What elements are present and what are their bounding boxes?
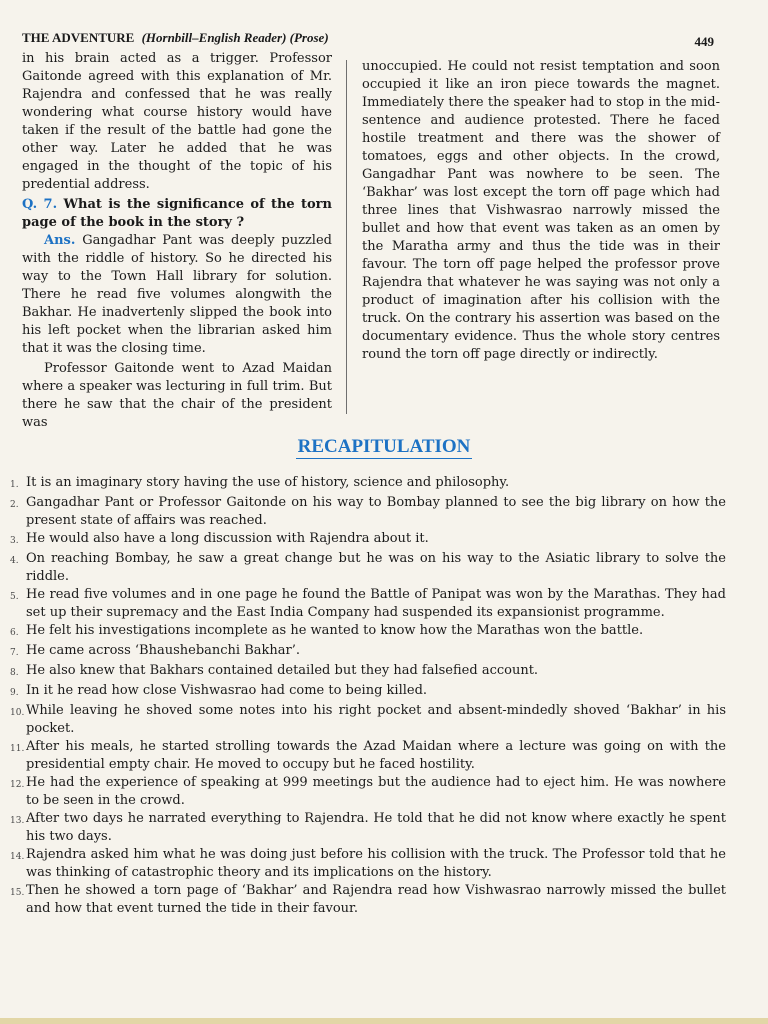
recap-item [10, 882, 726, 918]
recap-text: Gangadhar Pant or Professor Gaitonde on his way to Bombay planned to see the big library on how the present state of affairs was reached. [26, 495, 726, 528]
recap-number: 9. [10, 688, 19, 698]
answer-7 [22, 232, 332, 358]
book-subtitle: (Hornbill–English Reader) (Prose) [141, 30, 329, 45]
running-header [22, 30, 329, 46]
recap-text: He read five volumes and in one page he found the Battle of Panipat was won by the Marathas. They had set up their supremacy and the East India Company had suspended its expansionist programme. [26, 587, 726, 620]
recap-number: 11. [10, 744, 25, 754]
page-number: 449 [694, 34, 714, 49]
recap-item [10, 622, 726, 642]
recap-item [10, 702, 726, 738]
recap-number: 13. [10, 816, 25, 826]
recap-item [10, 530, 726, 550]
recap-text: He would also have a long discussion with Rajendra about it. [26, 531, 429, 546]
recap-number: 3. [10, 536, 19, 546]
recap-number: 15. [10, 888, 25, 898]
recap-number: 12. [10, 780, 25, 790]
recap-text: Then he showed a torn page of ‘Bakhar’ and Rajendra read how Vishwasrao narrowly missed the bullet and how that event turned the tide in their favour. [26, 883, 726, 916]
recap-number: 10. [10, 708, 25, 718]
recap-text: While leaving he shoved some notes into his right pocket and absent-mindedly shoved ‘Bakhar’ in his pocket. [26, 703, 726, 736]
recap-text: Rajendra asked him what he was doing just before his collision with the truck. The Professor told that he was thinking of catastrophic theory and its implications on the history. [26, 847, 726, 880]
recap-heading [0, 436, 768, 458]
recap-number: 2. [10, 500, 19, 510]
recap-text: He felt his investigations incomplete as he wanted to know how the Marathas won the battle. [26, 623, 644, 638]
recap-item [10, 774, 726, 810]
recap-text: He had the experience of speaking at 999 meetings but the audience had to eject him. He was nowhere to be seen in the crowd. [26, 775, 726, 808]
recap-list [10, 474, 726, 918]
recap-item [10, 810, 726, 846]
question-7 [22, 196, 332, 232]
book-title: THE ADVENTURE [22, 30, 135, 45]
recap-number: 1. [10, 480, 19, 490]
recap-item [10, 586, 726, 622]
page-bottom-edge [0, 1018, 768, 1024]
answer-text: Gangadhar Pant was deeply puzzled with the riddle of history. So he directed his way to the Town Hall library for solution. There he read five volumes alongwith the Bakhar. He inadvertenly slipped the book into his left pocket when the librarian asked him that it was the closing time. [22, 233, 332, 356]
recap-number: 6. [10, 628, 19, 638]
recap-item [10, 494, 726, 530]
left-paragraph-1: in his brain acted as a trigger. Professor Gaitonde agreed with this explanation of Mr. Rajendra and confessed that he was really wondering what course history would have taken if the result of the battle had gone the other way. Later he added that he was engaged in the thought of the topic of his predential address. [22, 51, 332, 192]
answer-label: Ans. [44, 233, 76, 248]
recap-text: In it he read how close Vishwasrao had come to being killed. [26, 683, 428, 698]
recap-title: RECAPITULATION [297, 436, 471, 457]
recap-item [10, 662, 726, 682]
recap-number: 4. [10, 556, 19, 566]
right-paragraph-1: unoccupied. He could not resist temptation and soon occupied it like an iron piece towards the magnet. Immediately there the speaker had to stop in the mid-sentence and audience protested. There he faced hostile treatment and there was the shower of tomatoes, eggs and other objects. In the crowd, Gangadhar Pant was nowhere to be seen. The ‘Bakhar’ was lost except the torn off page which had three lines that Vishwasrao narrowly missed the bullet and how that event was taken as an omen by the Maratha army and thus the tide was in their favour. The torn off page helped the professor prove Rajendra that whatever he was saying was not only a product of imagination after his collision with the truck. On the contrary his assertion was based on the documentary evidence. Thus the whole story centres round the torn off page directly or indirectly. [362, 59, 720, 362]
recap-item [10, 550, 726, 586]
recap-number: 8. [10, 668, 19, 678]
question-label: Q. 7. [22, 197, 58, 212]
recap-number: 7. [10, 648, 19, 658]
recap-text: On reaching Bombay, he saw a great change but he was on his way to the Asiatic library to solve the riddle. [26, 551, 726, 584]
column-divider [346, 60, 347, 414]
recap-item [10, 474, 726, 494]
recap-item [10, 846, 726, 882]
recap-number: 14. [10, 852, 25, 862]
recap-item [10, 682, 726, 702]
recap-text: It is an imaginary story having the use of history, science and philosophy. [26, 475, 510, 490]
recap-number: 5. [10, 592, 19, 602]
recap-text: After his meals, he started strolling towards the Azad Maidan where a lecture was going on with the presidential empty chair. He moved to occupy but he faced hostility. [26, 739, 726, 772]
question-text: What is the significance of the torn page of the book in the story ? [22, 197, 332, 230]
left-paragraph-3: Professor Gaitonde went to Azad Maidan where a speaker was lecturing in full trim. But there he saw that the chair of the president was [22, 361, 332, 430]
recap-text: He also knew that Bakhars contained detailed but they had falsefied account. [26, 663, 539, 678]
right-column [362, 58, 720, 364]
left-column [22, 50, 332, 432]
recap-text: After two days he narrated everything to Rajendra. He told that he did not know where exactly he spent his two days. [26, 811, 726, 844]
recap-text: He came across ‘Bhaushebanchi Bakhar’. [26, 643, 300, 658]
recap-item [10, 642, 726, 662]
recap-item [10, 738, 726, 774]
